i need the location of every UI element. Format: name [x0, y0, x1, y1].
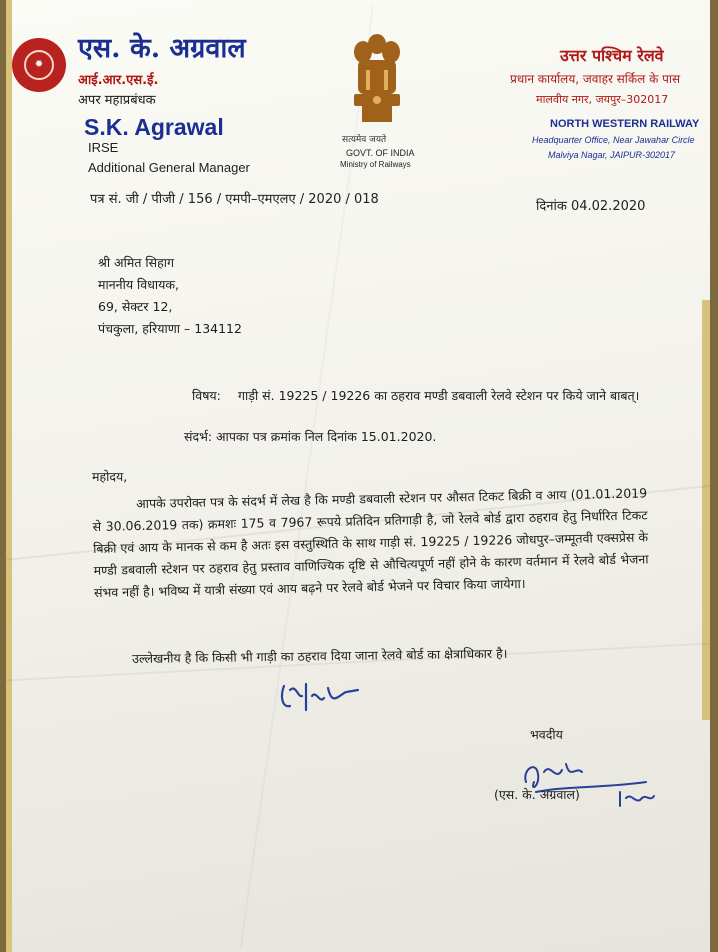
organization-name-hindi: उत्तर पश्चिम रेलवे	[560, 46, 664, 65]
subject-reference: संदर्भ: आपका पत्र क्रमांक निल दिनांक 15.01.2020.	[184, 429, 437, 444]
subject-label: विषय:	[192, 388, 221, 403]
officer-service-hindi: आई.आर.एस.ई.	[78, 73, 159, 88]
organization-name-english: NORTH WESTERN RAILWAY	[550, 118, 700, 130]
salutation: महोदय,	[92, 469, 128, 484]
body-paragraph-1: आपके उपरोक्त पत्र के संदर्भ में लेख है कि मण्डी डबवाली स्टेशन पर औसत टिकट बिक्री व आय (01.01.2019 से 30.06.2019 तक) क्रमशः 175 व 7967 रूपये प्रतिदिन प्रतिगाड़ी है, जो रेलवे बोर्ड द्वारा ठहराव हेतु निर्धारित टिकट बिक्री एवं आय के मानक से कम है अतः इस वस्तुस्थिति के साथ गाड़ी सं. 19225 / 19226 जोधपुर–जम्मूतवी एक्सप्रेस के मण्डी डबवाली स्टेशन पर ठहराव हेतु प्रस्ताव वाणिज्यिक दृष्टि से औचित्यपूर्ण नहीं होने के कारण वर्तमान में रेलवे बोर्ड भेजना संभव नहीं है। भविष्य में यात्री संख्या एवं आय बढ़ने पर रेलवे बोर्ड भेजने पर विचार किया जायेगा।	[92, 485, 649, 600]
letter-page	[6, 0, 710, 952]
letter-reference-number: पत्र सं. जी / पीजी / 156 / एमपी–एमएलए / 2020 / 018	[90, 192, 379, 207]
officer-name-hindi: एस. के. अग्रवाल	[78, 33, 246, 64]
office-address-hindi-line2: मालवीय नगर, जयपुर–302017	[536, 93, 669, 106]
handwritten-annotation	[276, 676, 366, 720]
signatory-name: (एस. के. अग्रवाल)	[494, 787, 580, 802]
emblem-motto: सत्यमेव जयते	[342, 135, 387, 145]
logo-wheel-icon: ✹	[34, 59, 44, 70]
national-emblem-icon	[348, 30, 406, 126]
subject-text: गाड़ी सं. 19225 / 19226 का ठहराव मण्डी डबवाली रेलवे स्टेशन पर किये जाने बाबत्।	[238, 388, 640, 403]
office-address-english-line1: Headquarter Office, Near Jawahar Circle	[532, 135, 695, 145]
body-paragraph-2: उल्लेखनीय है कि किसी भी गाड़ी का ठहराव दिया जाना रेलवे बोर्ड का क्षेत्राधिकार है।	[132, 645, 508, 666]
indian-railways-logo	[12, 38, 66, 92]
valediction: भवदीय	[530, 727, 563, 742]
emblem-govt-label: GOVT. OF INDIA	[346, 148, 415, 158]
office-address-hindi-line1: प्रधान कार्यालय, जवाहर सर्किल के पास	[510, 72, 681, 86]
recipient-address-line1: 69, सेक्टर 12,	[98, 299, 173, 314]
paper-shadow-right	[702, 300, 710, 720]
emblem-ministry-label: Ministry of Railways	[340, 160, 411, 169]
officer-designation-english: Additional General Manager	[88, 160, 250, 175]
letter-date: दिनांक 04.02.2020	[536, 199, 646, 214]
recipient-title: माननीय विधायक,	[98, 277, 179, 292]
subject-block	[194, 386, 644, 406]
recipient-address-line2: पंचकुला, हरियाणा – 134112	[98, 321, 242, 336]
officer-service-english: IRSE	[88, 140, 119, 155]
paper-crease	[240, 4, 374, 947]
office-address-english-line2: Malviya Nagar, JAIPUR-302017	[548, 150, 676, 160]
officer-name-english: S.K. Agrawal	[84, 114, 224, 140]
officer-designation-hindi: अपर महाप्रबंधक	[78, 93, 156, 108]
recipient-name: श्री अमित सिहाग	[98, 255, 175, 270]
paper-shadow-left	[6, 0, 12, 952]
